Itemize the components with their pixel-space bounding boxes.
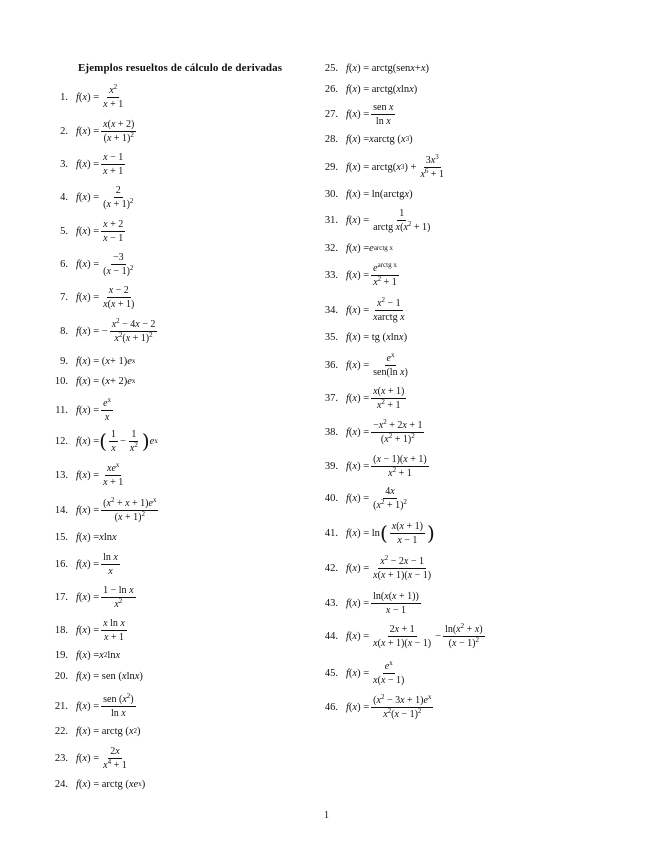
exercise-formula: f ( x ) = $\frac{x(x + 2)}{(x + 1)^2}$	[76, 118, 135, 144]
exercise-formula: f ( x ) = e arctg x	[346, 242, 394, 254]
exercise-number: 26.	[324, 83, 338, 95]
exercise-formula: f ( x ) = $\frac{x + 2}{x - 1}$	[76, 218, 124, 244]
exercise-formula: f ( x ) = x arctg ( x 3 )	[346, 133, 413, 145]
exercise-formula: f ( x ) = arctg( x 3 ) + $\frac{3x^3}{x^6 + 1}$	[346, 152, 445, 180]
exercise-number: 41.	[324, 527, 338, 539]
exercise-formula: f ( x ) = $\frac{\ln(x(x + 1))}{x - 1}$	[346, 590, 419, 616]
exercise-number: 28.	[324, 133, 338, 145]
page-title: Ejemplos resueltos de cálculo de derivadas	[78, 62, 283, 74]
exercise-number: 30.	[324, 188, 338, 200]
exercise-number: 35.	[324, 331, 338, 343]
exercise-formula: f ( x ) = $\frac{xe^x}{x + 1}$	[76, 460, 124, 488]
exercise-number: 8.	[60, 325, 68, 337]
exercise-formula: f ( x ) = sen ( x ln x )	[76, 670, 143, 682]
exercise-number: 25.	[324, 62, 338, 74]
exercise-formula: f ( x ) = $\frac{(x^2 + x + 1)e^x}{(x + 1)^2}$	[76, 495, 157, 523]
exercise-number: 37.	[324, 392, 338, 404]
exercise-number: 17.	[54, 591, 68, 603]
exercise-number: 11.	[55, 404, 68, 416]
exercise-formula: f ( x ) = arctg( x ln x )	[346, 83, 418, 95]
exercise-formula: f ( x ) = $\frac{x - 1}{x + 1}$	[76, 151, 124, 177]
exercise-formula: f ( x ) = $\frac{(x - 1)(x + 1)}{x^2 + 1}$	[346, 453, 427, 479]
exercise-formula: f ( x ) = $\frac{2}{(x + 1)^2}$	[76, 184, 134, 210]
exercise-formula: f ( x ) = arctg ( x e x )	[76, 778, 146, 790]
exercise-number: 24.	[54, 778, 68, 790]
exercise-number: 20.	[54, 670, 68, 682]
exercise-number: 27.	[324, 108, 338, 120]
exercise-number: 33.	[324, 269, 338, 281]
exercise-formula: f ( x ) = $\frac{\text{ln x}}{x}$	[76, 551, 118, 577]
exercise-number: 22.	[54, 725, 68, 737]
exercise-number: 6.	[60, 258, 68, 270]
exercise-number: 44.	[324, 630, 338, 642]
exercise-number: 38.	[324, 426, 338, 438]
exercise-formula: f ( x ) = $\frac{\text{sen x}}{\text{ln x}}$	[346, 101, 394, 127]
exercise-formula: f ( x ) = ln(arctg x )	[346, 188, 413, 200]
exercise-number: 16.	[54, 558, 68, 570]
exercise-formula: f ( x ) = $\frac{e^x}{\text{sen(ln x)}}$	[346, 350, 408, 378]
exercise-number: 42.	[324, 562, 338, 574]
exercise-formula: f ( x ) = x 2 ln x	[76, 649, 121, 661]
exercise-number: 10.	[54, 375, 68, 387]
exercise-number: 19.	[54, 649, 68, 661]
exercise-number: 13.	[54, 469, 68, 481]
exercise-formula: f ( x ) = $\frac{x - 2}{x(x + 1)}$	[76, 284, 135, 310]
exercise-formula: f ( x ) = $\frac{e^x}{x}$	[76, 395, 112, 423]
exercise-formula: f ( x ) = ( $\frac{1}{x}$ − $\frac{1}{x^2}$ ) e x	[76, 428, 158, 454]
exercise-number: 43.	[324, 597, 338, 609]
exercise-formula: f ( x ) = tg ( x ln x )	[346, 331, 408, 343]
page-number: 1	[324, 810, 329, 821]
exercise-formula: f ( x ) = $\frac{4x}{(x^2 + 1)^2}$	[346, 485, 407, 511]
exercise-number: 18.	[54, 624, 68, 636]
exercise-number: 21.	[54, 700, 68, 712]
exercise-formula: f ( x ) = x ln x	[76, 531, 117, 543]
exercise-formula: f ( x ) = $\frac{sen (x^2)}{\text{ln x}}$	[76, 691, 134, 719]
exercise-number: 4.	[60, 191, 68, 203]
exercise-number: 12.	[54, 435, 68, 447]
exercise-formula: f ( x ) = ln ( $\frac{x(x + 1)}{x - 1}$ )	[346, 520, 435, 546]
exercise-number: 34.	[324, 304, 338, 316]
exercise-formula: f ( x ) = $\frac{(x^2 - 3x + 1)e^x}{x^2(x - 1)^2}$	[346, 692, 432, 720]
exercise-formula: f ( x ) = $\frac{2x + 1}{x(x + 1)(x - 1)}$ − $\frac{\ln(x^2 + x)}{(x - 1)^2}$	[346, 621, 483, 649]
exercise-formula: f ( x ) = − $\frac{x^2 - 4x - 2}{x^2(x + 1)^2}$	[76, 316, 156, 344]
exercise-formula: f ( x ) = $\frac{x(x + 1)}{x^2 + 1}$	[346, 385, 405, 411]
exercise-formula: f ( x ) = $\frac{-x^2 + 2x + 1}{(x^2 + 1)^2}$	[346, 417, 423, 445]
exercise-number: 40.	[324, 492, 338, 504]
exercise-number: 14.	[54, 504, 68, 516]
exercise-number: 31.	[324, 214, 338, 226]
exercise-number: 1.	[60, 91, 68, 103]
exercise-number: 2.	[60, 125, 68, 137]
exercise-formula: f ( x ) = $\frac{x^2 - 2x - 1}{x(x + 1)(x - 1)}$	[346, 553, 432, 581]
exercise-number: 5.	[60, 225, 68, 237]
exercise-number: 45.	[324, 667, 338, 679]
exercise-number: 3.	[60, 158, 68, 170]
exercise-formula: f ( x ) = arctg(sen x + x )	[346, 62, 430, 74]
exercise-formula: f ( x ) = $\frac{1}{arctg x(x^2 + 1)}$	[346, 207, 431, 233]
exercise-number: 29.	[324, 161, 338, 173]
exercise-formula: f ( x ) = $\frac{e^x}{x(x - 1)}$	[346, 658, 405, 686]
exercise-formula: f ( x ) = ( x + 2) e x	[76, 375, 136, 387]
exercise-formula: f ( x ) = $\frac{\text{x ln x}}{x + 1}$	[76, 617, 125, 643]
exercise-number: 46.	[324, 701, 338, 713]
exercise-number: 39.	[324, 460, 338, 472]
exercise-formula: f ( x ) = $\frac{e^{arctg x}}{x^2 + 1}$	[346, 260, 397, 288]
exercise-number: 15.	[54, 531, 68, 543]
exercise-formula: f ( x ) = $\frac{2x}{x^4 + 1}$	[76, 745, 127, 771]
exercise-number: 7.	[60, 291, 68, 303]
exercise-formula: f ( x ) = $\frac{\text{1 − ln x}}{x^2}$	[76, 584, 134, 610]
exercise-number: 23.	[54, 752, 68, 764]
exercise-number: 9.	[60, 355, 68, 367]
exercise-formula: f ( x ) = $\frac{-3}{(x - 1)^2}$	[76, 251, 134, 277]
exercise-formula: f ( x ) = arctg ( x 2 )	[76, 725, 141, 737]
exercise-number: 32.	[324, 242, 338, 254]
exercise-formula: f ( x ) = $\frac{x^2}{x + 1}$	[76, 82, 124, 110]
exercise-formula: f ( x ) = ( x + 1) e x	[76, 355, 136, 367]
exercise-formula: f ( x ) = $\frac{x^2 - 1}{\text{xarctg x}}$	[346, 295, 405, 323]
exercise-number: 36.	[324, 359, 338, 371]
